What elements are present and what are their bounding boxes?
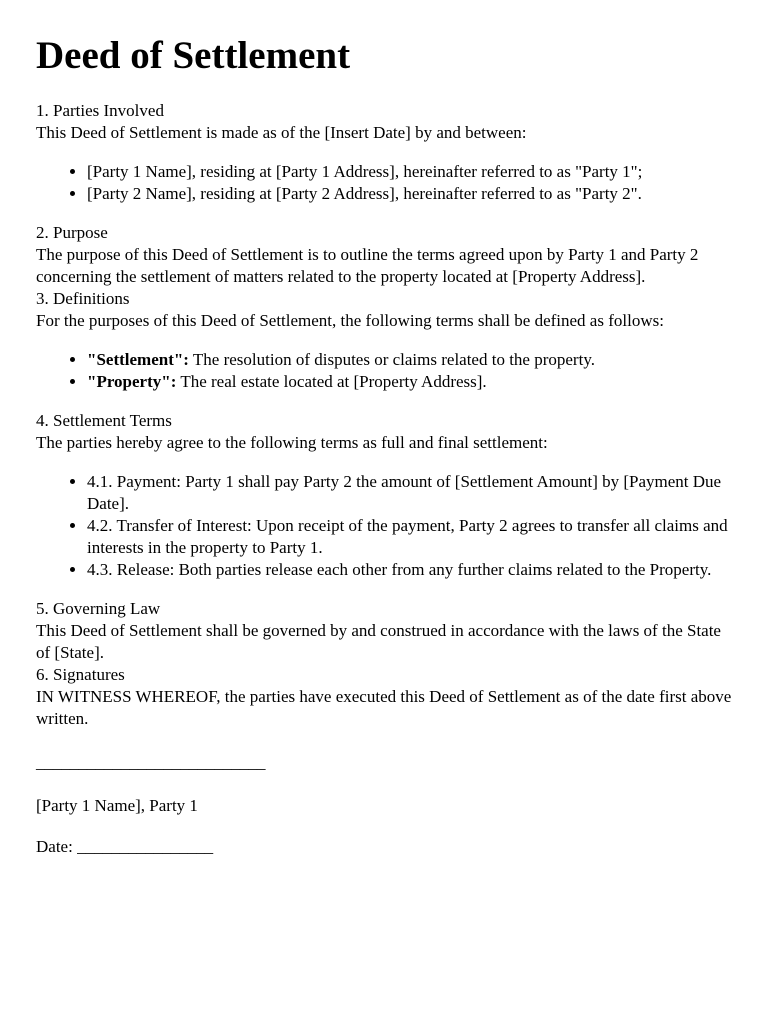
document-title: Deed of Settlement <box>36 34 351 77</box>
list-item: • 4.2. Transfer of Interest: Upon receipt of the payment, Party 2 agrees to transfer all claims and interests in the property to Party 1. <box>87 515 736 559</box>
list-item <box>87 349 736 371</box>
definitions-list <box>36 349 736 393</box>
section-signatures <box>36 664 736 858</box>
signatory-name: [Party 1 Name], Party 1 <box>36 796 198 815</box>
section-heading: 5. Governing Law <box>36 599 161 618</box>
section-heading: 6. Signatures <box>36 665 125 684</box>
section-body: This Deed of Settlement shall be governed by and construed in accordance with the laws of the State of [State]. <box>36 621 721 662</box>
signature-line: ___________________________ <box>36 753 266 772</box>
signature-date: Date: ________________ <box>36 837 214 856</box>
section-intro: For the purposes of this Deed of Settlement, the following terms shall be defined as follows: <box>36 311 664 330</box>
section-parties <box>36 100 736 205</box>
section-heading: 1. Parties Involved <box>36 101 164 120</box>
parties-list <box>36 161 736 205</box>
section-heading: 2. Purpose <box>36 223 108 242</box>
definition-term: "Settlement": <box>87 350 189 369</box>
list-item: • [Party 2 Name], residing at [Party 2 Address], hereinafter referred to as "Party 2". <box>87 183 736 205</box>
definition-term: "Property": <box>87 372 177 391</box>
section-intro: This Deed of Settlement is made as of the [Insert Date] by and between: <box>36 123 527 142</box>
section-heading: 4. Settlement Terms <box>36 411 172 430</box>
list-item: • 4.1. Payment: Party 1 shall pay Party 2 the amount of [Settlement Amount] by [Payment Due Date]. <box>87 471 736 515</box>
definition-text: The real estate located at [Property Address]. <box>176 372 487 391</box>
section-governing-law <box>36 598 736 664</box>
list-item: • 4.3. Release: Both parties release each other from any further claims related to the Property. <box>87 559 736 581</box>
section-body: IN WITNESS WHEREOF, the parties have executed this Deed of Settlement as of the date first above written. <box>36 687 732 728</box>
list-item <box>87 371 736 393</box>
section-heading: 3. Definitions <box>36 289 130 308</box>
section-body: The purpose of this Deed of Settlement is to outline the terms agreed upon by Party 1 and Party 2 concerning the settlement of matters related to the property located at [Property Address]. <box>36 245 699 286</box>
section-intro: The parties hereby agree to the following terms as full and final settlement: <box>36 433 548 452</box>
section-definitions <box>36 288 736 393</box>
definition-text: The resolution of disputes or claims related to the property. <box>188 350 595 369</box>
section-terms <box>36 410 736 581</box>
terms-list <box>36 471 736 581</box>
document-page <box>36 32 736 858</box>
section-purpose <box>36 222 736 288</box>
list-item: • [Party 1 Name], residing at [Party 1 Address], hereinafter referred to as "Party 1"; <box>87 161 736 183</box>
